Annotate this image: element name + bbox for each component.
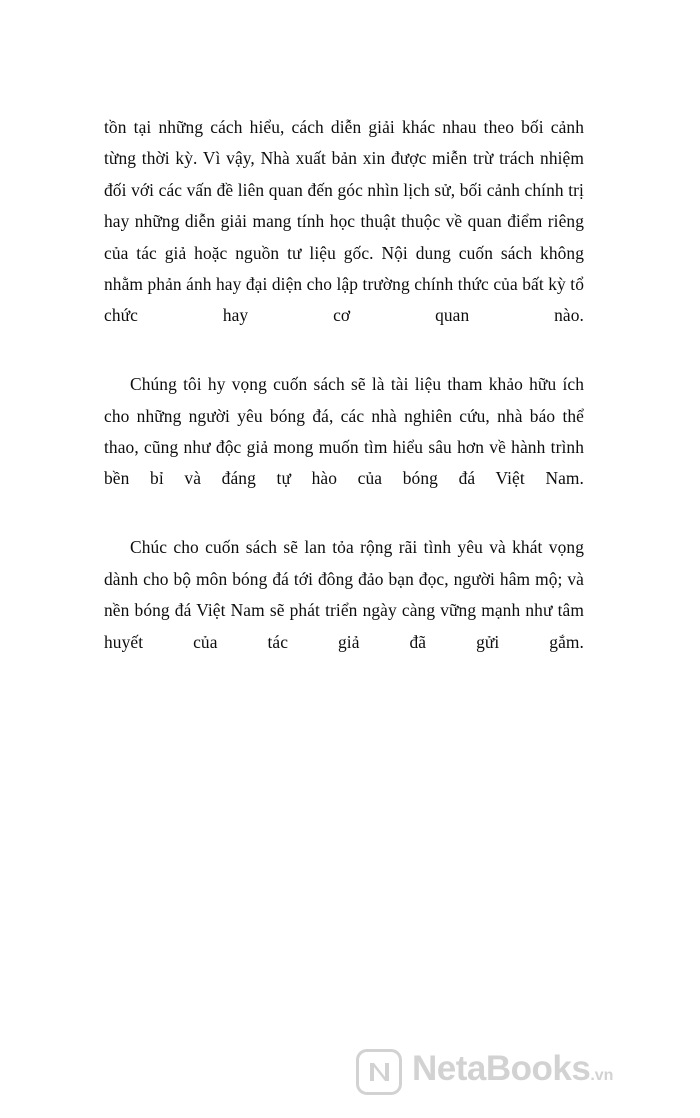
body-text (104, 112, 584, 689)
netabooks-logo-icon (356, 1049, 402, 1095)
watermark-brand (412, 1046, 613, 1099)
watermark-brand-text: NetaBooks (412, 1048, 591, 1088)
paragraph-1: tồn tại những cách hiểu, cách diễn giải khác nhau theo bối cảnh từng thời kỳ. Vì vậy, Nhà xuất bản xin được miễn trừ trách nhiệm đối với các vấn đề liên quan đến góc nhìn lịch sử, bối cảnh chính trị hay những diễn giải mang tính học thuật thuộc về quan điểm riêng của tác giả hoặc nguồn tư liệu gốc. Nội dung cuốn sách không nhằm phản ánh hay đại diện cho lập trường chính thức của bất kỳ tổ chức hay cơ quan nào. (104, 117, 584, 326)
watermark (356, 1046, 666, 1098)
paragraph-3: Chúc cho cuốn sách sẽ lan tỏa rộng rãi tình yêu và khát vọng dành cho bộ môn bóng đá tới đông đảo bạn đọc, người hâm mộ; và nền bóng đá Việt Nam sẽ phát triển ngày càng vững mạnh như tâm huyết của tác giả đã gửi gắm. (104, 537, 584, 652)
paragraph-2: Chúng tôi hy vọng cuốn sách sẽ là tài liệu tham khảo hữu ích cho những người yêu bóng đá, các nhà nghiên cứu, nhà báo thể thao, cũng như độc giả mong muốn tìm hiểu sâu hơn về hành trình bền bỉ và đáng tự hào của bóng đá Việt Nam. (104, 374, 584, 489)
watermark-suffix: .vn (590, 1066, 614, 1084)
